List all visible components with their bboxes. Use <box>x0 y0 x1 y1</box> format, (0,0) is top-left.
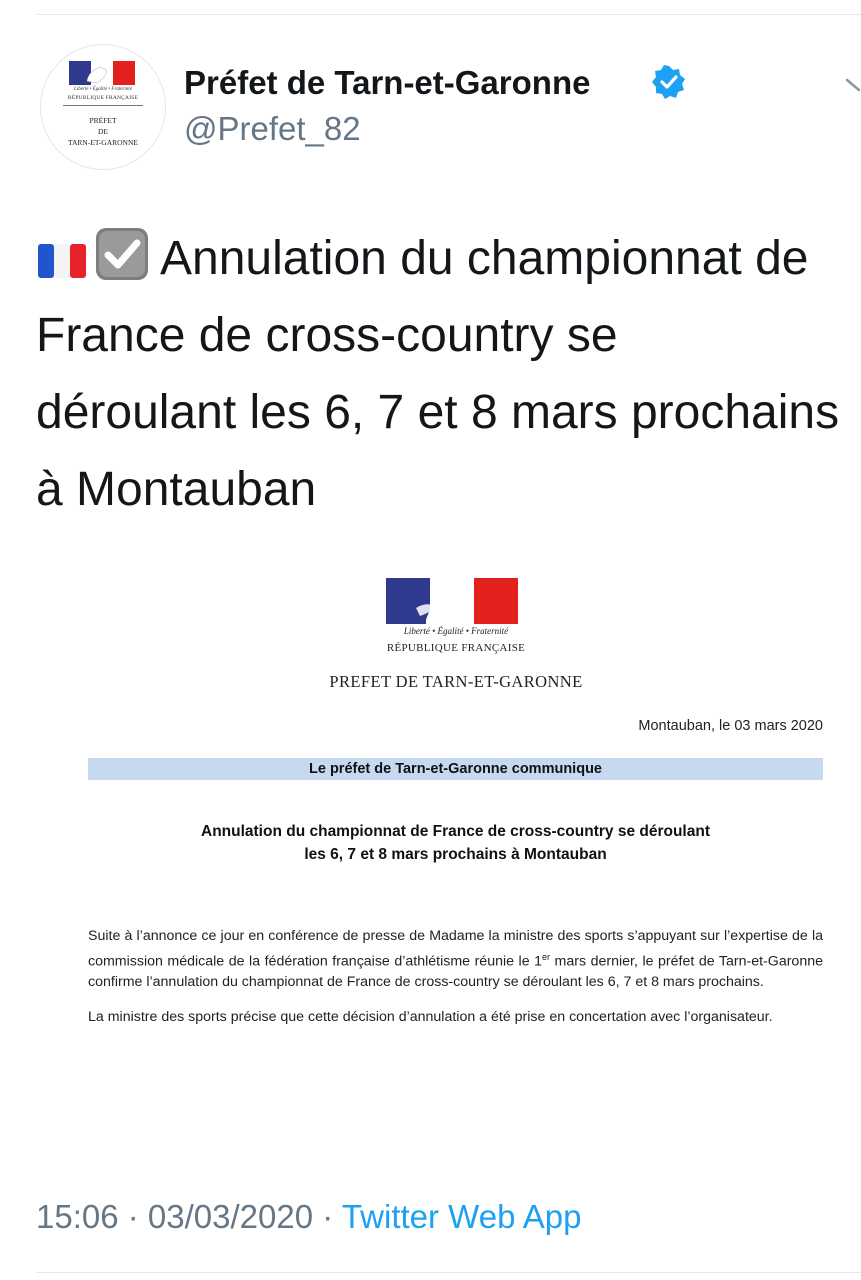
tweet-line-1 <box>36 220 861 297</box>
author-display-name[interactable]: Préfet de Tarn-et-Garonne <box>184 64 591 101</box>
document-prefecture: PREFET DE TARN-ET-GARONNE <box>329 672 583 691</box>
tweet-time[interactable]: 15:06 <box>36 1198 119 1235</box>
tweet-date[interactable]: 03/03/2020 <box>147 1198 314 1235</box>
chevron-down-icon[interactable] <box>845 74 861 98</box>
verified-badge-icon <box>652 65 686 99</box>
tweet-meta <box>36 1198 582 1236</box>
attached-document-image[interactable] <box>36 530 861 1170</box>
avatar-prefecture: PRÉFET DE TARN-ET-GARONNE <box>68 116 138 147</box>
avatar-motto: Liberté • Égalité • Fraternité <box>74 87 132 92</box>
document-date-line: Montauban, le 03 mars 2020 <box>638 718 823 734</box>
tweet-line-4: à Montauban <box>36 463 317 516</box>
author-handle[interactable]: @Prefet_82 <box>184 110 361 147</box>
document-body <box>88 926 823 1043</box>
document-banner: Le préfet de Tarn-et-Garonne communique <box>88 758 823 780</box>
tweet-line-1-text: Annulation du championnat de <box>160 232 809 285</box>
marianne-logo-icon <box>69 61 135 85</box>
avatar[interactable] <box>40 44 166 170</box>
document-motto: Liberté • Égalité • Fraternité <box>403 626 509 636</box>
avatar-republic: RÉPUBLIQUE FRANÇAISE <box>67 95 139 101</box>
marianne-logo-icon <box>386 578 518 624</box>
tweet-line-3: déroulant les 6, 7 et 8 mars prochains <box>36 386 840 439</box>
document-paragraph-2: La ministre des sports précise que cette décision d’annulation a été prise en concertation avec l’organisateur. <box>88 1009 773 1026</box>
document-paragraph-1: Suite à l’annonce ce jour en conférence de presse de Madame la ministre des sports s’appuyant sur l’expertise de la commission médicale de la fédération française d’athlétisme réunie le 1er mars dernier, le préfet de Tarn-et-Garonne confirme l’annulation du championnat de France de cross-country se déroulant les 6, 7 et 8 mars prochains. <box>88 928 823 990</box>
document-title: Annulation du championnat de France de cross-country se déroulant les 6, 7 et 8 mars prochains à Montauban <box>201 823 710 863</box>
document-republic: RÉPUBLIQUE FRANÇAISE <box>386 642 526 654</box>
french-flag-icon <box>36 242 88 280</box>
avatar-rule <box>63 105 143 106</box>
meta-separator: · <box>118 1198 148 1235</box>
meta-separator: · <box>313 1198 342 1235</box>
tweet-text <box>36 220 861 528</box>
bottom-divider <box>36 1272 861 1273</box>
check-box-icon <box>94 226 150 282</box>
tweet-source-link[interactable]: Twitter Web App <box>341 1198 582 1235</box>
top-divider <box>36 14 861 15</box>
tweet-line-2: France de cross-country se <box>36 309 618 362</box>
